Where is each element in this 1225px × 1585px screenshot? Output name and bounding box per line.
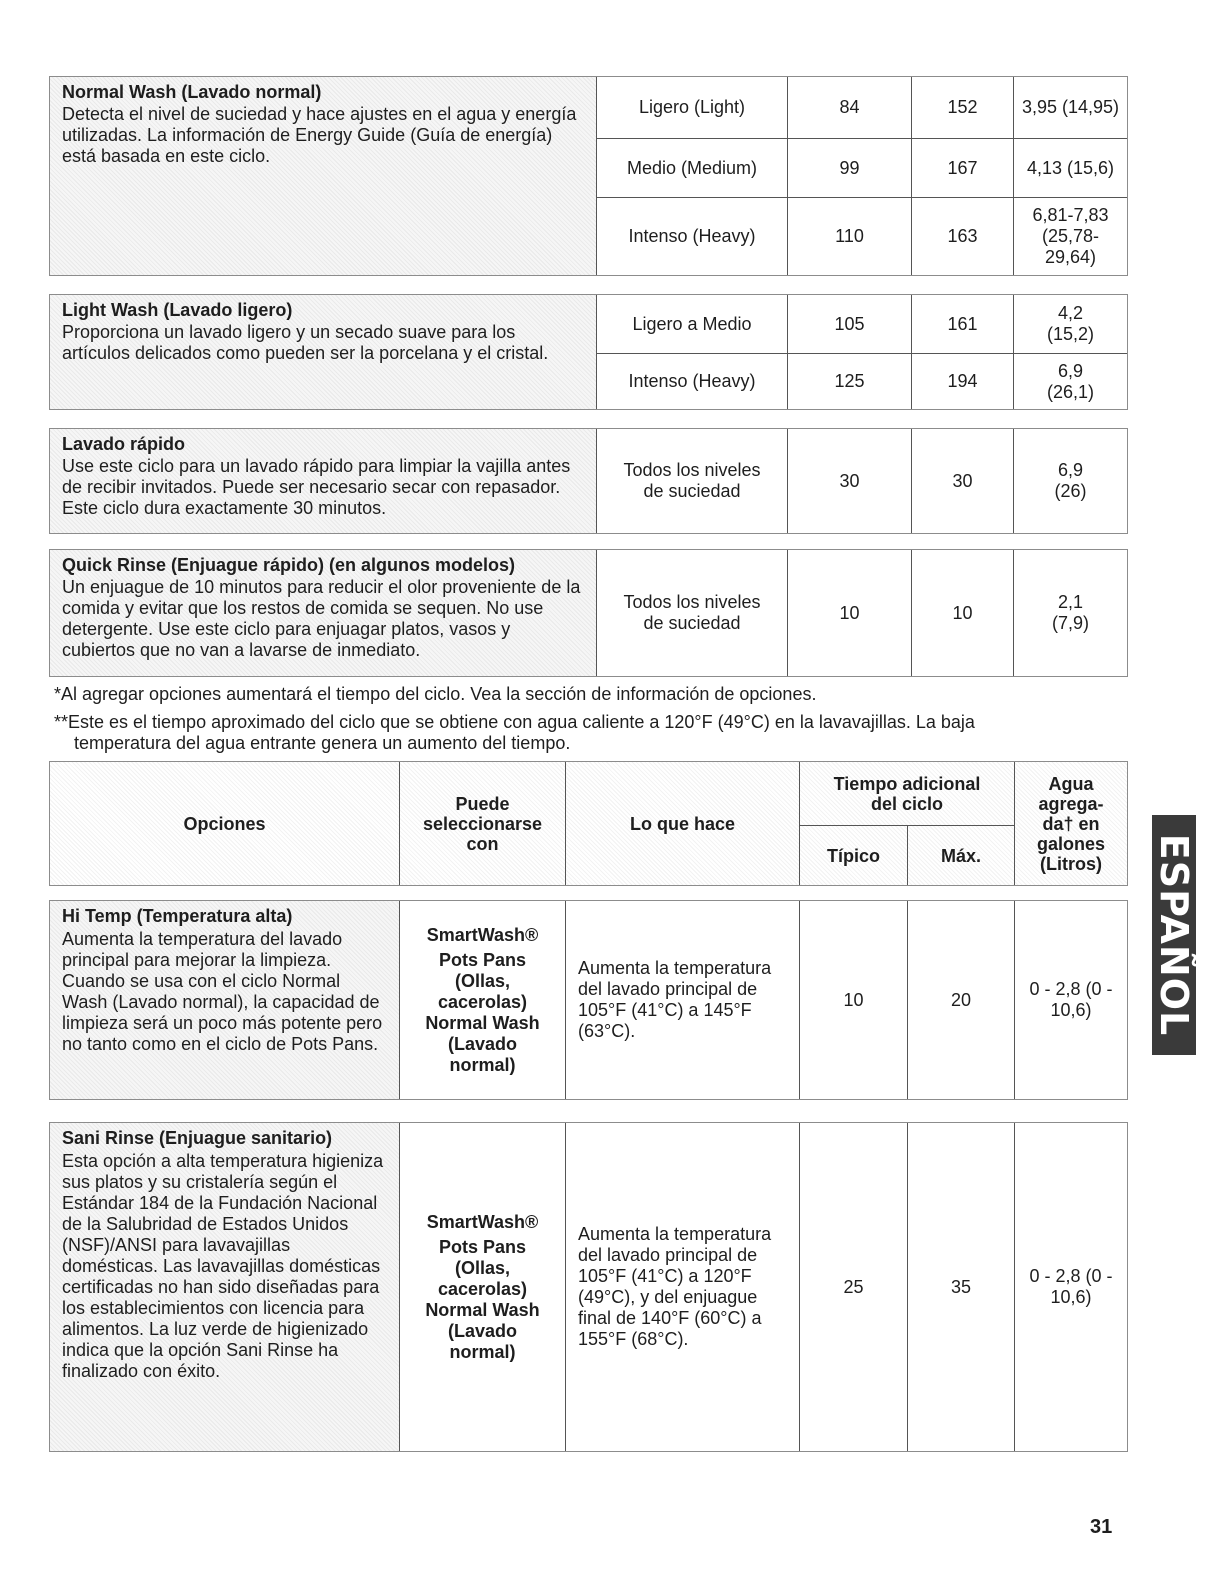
soil-level: Intenso (Heavy) (597, 198, 788, 275)
cycle-block-quick-rinse (49, 549, 1128, 677)
option-block-hi-temp (49, 900, 1128, 1100)
header-what: Lo que hace (566, 762, 800, 885)
table-row (597, 77, 1127, 139)
option-description (50, 901, 400, 1099)
table-row (597, 139, 1127, 198)
option-description (50, 1123, 400, 1451)
option-typical: 10 (800, 901, 908, 1099)
cycle-time: 110 (788, 198, 912, 275)
option-what: Aumenta la temperatura del lavado principal de 105°F (41°C) a 120°F (49°C), y del enjuague final de 140°F (60°C) a 155°F (68°C). (566, 1123, 800, 1451)
cycle-time-max: 167 (912, 139, 1014, 197)
water-usage: 2,1 (7,9) (1051, 592, 1089, 633)
cycle-block-light-wash (49, 294, 1128, 410)
cycle-smartwash: SmartWash® (426, 924, 539, 945)
cycle-block-normal-wash (49, 76, 1128, 276)
cycle-pots-pans: Pots Pans (Ollas, cacerolas) (437, 949, 528, 1012)
option-selectable-with (400, 901, 566, 1099)
option-block-sani-rinse (49, 1122, 1128, 1452)
header-added-time: Tiempo adicional del ciclo (800, 762, 1015, 826)
cycle-pots-pans: Pots Pans (Ollas, cacerolas) (437, 1236, 528, 1299)
option-body: Esta opción a alta temperatura higieniza sus platos y su cristalería según el Estándar 184 de la Fundación Nacional de la Salubridad de Estados Unidos (NSF)/ANSI para lavavajillas domésticas. Las lavavajillas domésticas certificadas no han sido diseñadas para los establecimientos con licencia para alimentos. La luz verde de higienizado indica que la opción Sani Rinse ha finalizado con éxito. (62, 1151, 384, 1381)
cycle-title: Quick Rinse (Enjuague rápido) (en algunos modelos) (62, 555, 516, 575)
cycle-description (50, 295, 597, 409)
cycle-body: Use este ciclo para un lavado rápido para limpiar la vajilla antes de recibir invitados. Puede ser necesario secar con repasador. Este ciclo dura exactamente 30 minutos. (62, 456, 571, 518)
cycle-time: 84 (788, 77, 912, 138)
cycle-body: Un enjuague de 10 minutos para reducir el olor proveniente de la comida y evitar que los restos de comida se sequen. No use detergente. Use este ciclo para enjuagar platos, vasos y cubiertos que no van a lavarse de inmediato. (62, 577, 581, 660)
language-label: ESPAÑOL (1152, 833, 1196, 1037)
footnote-options: *Al agregar opciones aumentará el tiempo del ciclo. Vea la sección de información de opciones. (54, 684, 817, 704)
cycle-time-max: 152 (912, 77, 1014, 138)
soil-level: Todos los niveles de suciedad (597, 429, 788, 533)
option-typical: 25 (800, 1123, 908, 1451)
water-usage: 6,9 (26) (1054, 460, 1087, 501)
option-max: 35 (908, 1123, 1015, 1451)
option-body: Aumenta la temperatura del lavado principal para mejorar la limpieza. Cuando se usa con el ciclo Normal Wash (Lavado normal), la capacidad de limpieza será un poco más potente pero no tanto como en el ciclo de Pots Pans. (62, 929, 383, 1054)
footnote-time: **Este es el tiempo aproximado del ciclo que se obtiene con agua caliente a 120°F (49°C) en la lavavajillas. La baja (54, 712, 975, 732)
options-table-header (49, 761, 1128, 886)
cycle-time: 10 (788, 550, 912, 676)
option-max: 20 (908, 901, 1015, 1099)
soil-level: Medio (Medium) (597, 139, 788, 197)
cycle-time-max: 194 (912, 354, 1014, 409)
cycle-time: 105 (788, 295, 912, 353)
cycle-body: Detecta el nivel de suciedad y hace ajustes en el agua y energía utilizadas. La información de Energy Guide (Guía de energía) está basada en este ciclo. (62, 104, 577, 166)
header-water-added: Agua agrega- da† en galones (Litros) (1036, 773, 1106, 874)
cycle-description (50, 550, 597, 676)
language-side-tab (1152, 815, 1196, 1055)
header-options: Opciones (50, 762, 400, 885)
cycle-time-max: 30 (912, 429, 1014, 533)
cycle-title: Light Wash (Lavado ligero) (62, 300, 293, 320)
cycle-time-max: 10 (912, 550, 1014, 676)
cycle-time: 99 (788, 139, 912, 197)
header-selectable: Puede seleccionarse con (400, 762, 566, 885)
page-number: 31 (1090, 1516, 1113, 1538)
soil-level: Todos los niveles de suciedad (597, 550, 788, 676)
option-water: 0 - 2,8 (0 - 10,6) (1029, 1266, 1113, 1307)
footnote-time-cont: temperatura del agua entrante genera un aumento del tiempo. (74, 733, 571, 753)
cycle-normal-wash: Normal Wash (Lavado normal) (425, 1012, 540, 1075)
soil-level: Intenso (Heavy) (597, 354, 788, 409)
water-usage: 3,95 (14,95) (1021, 97, 1120, 117)
table-row (597, 550, 1127, 676)
option-title: Hi Temp (Temperatura alta) (62, 906, 293, 926)
cycle-smartwash: SmartWash® (426, 1211, 539, 1232)
water-usage: 6,81-7,83 (25,78- 29,64) (1032, 205, 1109, 267)
soil-level: Ligero (Light) (597, 77, 788, 138)
header-typical: Típico (800, 826, 908, 885)
option-selectable-with (400, 1123, 566, 1451)
cycle-description (50, 77, 597, 275)
cycle-title: Lavado rápido (62, 434, 186, 454)
table-row (597, 354, 1127, 409)
water-usage: 4,13 (15,6) (1026, 157, 1115, 178)
option-what: Aumenta la temperatura del lavado principal de 105°F (41°C) a 145°F (63°C). (566, 901, 800, 1099)
cycle-title: Normal Wash (Lavado normal) (62, 82, 322, 102)
cycle-time: 125 (788, 354, 912, 409)
cycle-block-lavado-rapido (49, 428, 1128, 534)
soil-level: Ligero a Medio (597, 295, 788, 353)
cycle-normal-wash: Normal Wash (Lavado normal) (425, 1299, 540, 1362)
cycle-time-max: 161 (912, 295, 1014, 353)
header-max: Máx. (908, 826, 1015, 885)
cycle-time-max: 163 (912, 198, 1014, 275)
cycle-time: 30 (788, 429, 912, 533)
table-row (597, 295, 1127, 354)
water-usage: 4,2 (15,2) (1046, 303, 1095, 344)
option-water: 0 - 2,8 (0 - 10,6) (1029, 979, 1113, 1020)
cycle-body: Proporciona un lavado ligero y un secado suave para los artículos delicados como pueden ser la porcelana y el cristal. (62, 322, 549, 363)
cycle-description (50, 429, 597, 533)
option-title: Sani Rinse (Enjuague sanitario) (62, 1128, 333, 1148)
water-usage: 6,9 (26,1) (1046, 360, 1095, 402)
table-row (597, 429, 1127, 533)
table-row (597, 198, 1127, 275)
